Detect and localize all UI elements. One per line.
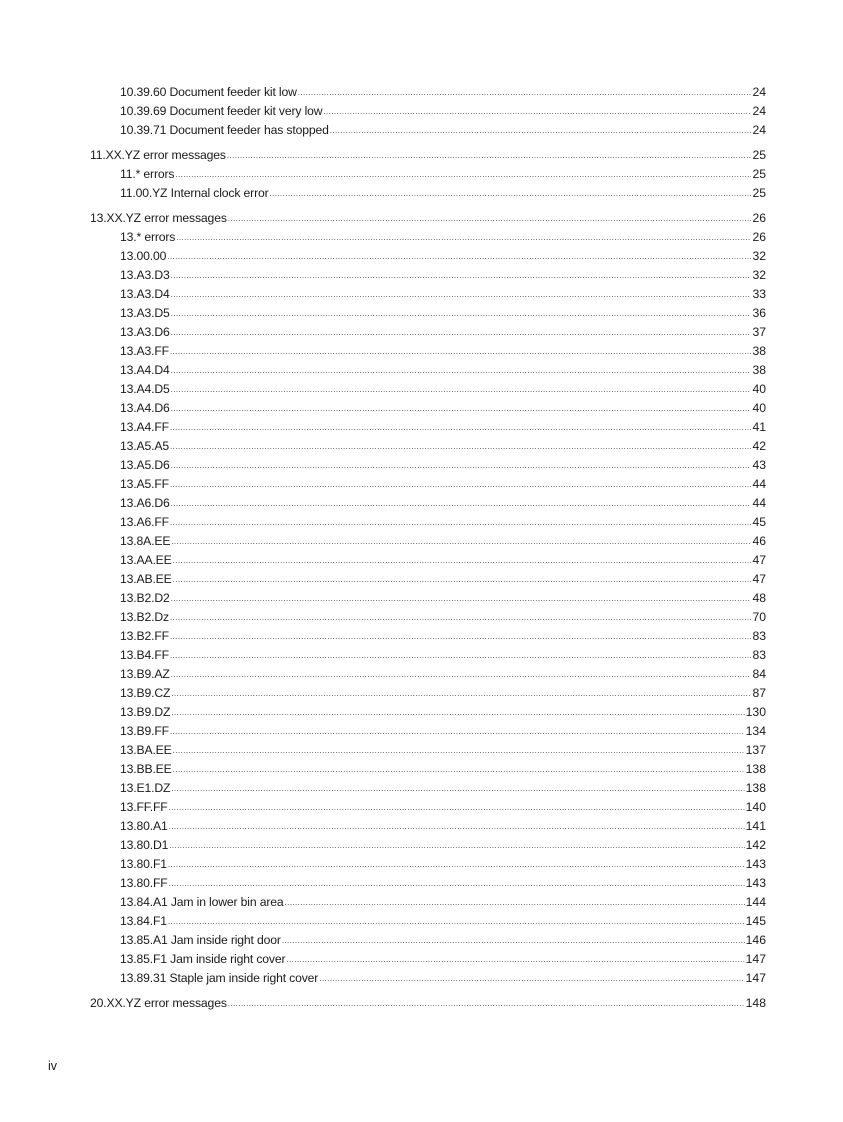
- dot-leader: [282, 930, 745, 950]
- toc-entry-page: 26: [752, 211, 766, 225]
- toc-entry-title: 13.80.F1: [120, 857, 167, 871]
- dot-leader: [171, 588, 752, 608]
- toc-entry[interactable]: [90, 513, 766, 532]
- dot-leader: [298, 82, 752, 102]
- toc-entry-page: 32: [752, 268, 766, 282]
- toc-entry-title: 13.85.A1 Jam inside right door: [120, 933, 281, 947]
- dot-leader: [170, 607, 752, 627]
- dot-leader: [169, 835, 744, 855]
- dot-leader: [168, 854, 745, 874]
- toc-entry[interactable]: [90, 874, 766, 893]
- toc-entry-title: 13.AA.EE: [120, 553, 172, 567]
- toc-entry-page: 147: [745, 952, 766, 966]
- toc-entry-page: 26: [752, 230, 766, 244]
- toc-entry[interactable]: [90, 342, 766, 361]
- toc-section-entry[interactable]: [90, 209, 766, 228]
- toc-entry[interactable]: [90, 836, 766, 855]
- toc-entry-title: 11.XX.YZ error messages: [90, 148, 226, 162]
- dot-leader: [286, 949, 744, 969]
- toc-entry-title: 10.39.71 Document feeder has stopped: [120, 123, 329, 137]
- toc-entry[interactable]: [90, 285, 766, 304]
- toc-entry[interactable]: [90, 184, 766, 203]
- dot-leader: [171, 531, 751, 551]
- toc-entry-page: 70: [752, 610, 766, 624]
- toc-entry-title: 13.80.D1: [120, 838, 169, 852]
- toc-entry[interactable]: [90, 165, 766, 184]
- dot-leader: [169, 873, 745, 893]
- toc-entry[interactable]: [90, 456, 766, 475]
- dot-leader: [330, 120, 752, 140]
- toc-entry-page: 25: [752, 186, 766, 200]
- dot-leader: [170, 626, 752, 646]
- dot-leader: [171, 683, 751, 703]
- dot-leader: [168, 911, 745, 931]
- toc-entry[interactable]: [90, 304, 766, 323]
- dot-leader: [171, 664, 752, 684]
- toc-entry-title: 10.39.69 Document feeder kit very low: [120, 104, 323, 118]
- toc-entry-title: 13.* errors: [120, 230, 176, 244]
- toc-entry-title: 11.* errors: [120, 167, 175, 181]
- toc-entry-page: 83: [752, 629, 766, 643]
- dot-leader: [171, 360, 752, 380]
- toc-entry[interactable]: [90, 665, 766, 684]
- toc-entry-title: 13.00.00: [120, 249, 167, 263]
- dot-leader: [228, 208, 752, 228]
- dot-leader: [170, 341, 752, 361]
- dot-leader: [170, 512, 752, 532]
- toc-entry[interactable]: [90, 741, 766, 760]
- toc-entry-page: 138: [745, 781, 766, 795]
- toc-entry-title: 13.A4.FF: [120, 420, 169, 434]
- dot-leader: [170, 645, 752, 665]
- toc-entry[interactable]: [90, 121, 766, 140]
- toc-entry-title: 13.80.FF: [120, 876, 168, 890]
- dot-leader: [171, 303, 752, 323]
- toc-entry-page: 38: [752, 363, 766, 377]
- toc-entry[interactable]: [90, 912, 766, 931]
- dot-leader: [171, 379, 752, 399]
- toc-entry-title: 13.A3.D5: [120, 306, 170, 320]
- toc-entry-page: 142: [745, 838, 766, 852]
- toc-entry-page: 40: [752, 382, 766, 396]
- toc-entry-title: 13.84.F1: [120, 914, 167, 928]
- toc-entry-page: 42: [752, 439, 766, 453]
- toc-entry-page: 87: [752, 686, 766, 700]
- toc-entry[interactable]: [90, 532, 766, 551]
- toc-entry-page: 138: [745, 762, 766, 776]
- toc-entry[interactable]: [90, 475, 766, 494]
- dot-leader: [171, 284, 752, 304]
- toc-entry-page: 32: [752, 249, 766, 263]
- toc-section-entry[interactable]: [90, 146, 766, 165]
- toc-entry-title: 13.A6.D6: [120, 496, 170, 510]
- toc-entry-page: 46: [752, 534, 766, 548]
- dot-leader: [323, 101, 751, 121]
- toc-entry[interactable]: [90, 703, 766, 722]
- toc-entry-page: 143: [745, 876, 766, 890]
- toc-entry-title: 13.B9.DZ: [120, 705, 171, 719]
- dot-leader: [170, 474, 752, 494]
- toc-entry-page: 144: [745, 895, 766, 909]
- toc-entry-title: 13.A4.D6: [120, 401, 170, 415]
- toc-entry-title: 13.89.31 Staple jam inside right cover: [120, 971, 319, 985]
- toc-entry-title: 13.80.A1: [120, 819, 168, 833]
- toc-entry[interactable]: [90, 969, 766, 988]
- toc-entry-page: 41: [752, 420, 766, 434]
- dot-leader: [227, 145, 752, 165]
- toc-entry[interactable]: [90, 950, 766, 969]
- toc-entry-page: 134: [745, 724, 766, 738]
- toc-entry[interactable]: [90, 817, 766, 836]
- toc-entry-page: 84: [752, 667, 766, 681]
- toc-entry-page: 40: [752, 401, 766, 415]
- toc-entry[interactable]: [90, 779, 766, 798]
- dot-leader: [171, 265, 752, 285]
- dot-leader: [167, 246, 751, 266]
- dot-leader: [173, 759, 745, 779]
- dot-leader: [171, 702, 744, 722]
- toc-entry-title: 13.85.F1 Jam inside right cover: [120, 952, 286, 966]
- toc-entry-title: 13.B2.D2: [120, 591, 170, 605]
- dot-leader: [171, 398, 752, 418]
- toc-entry-title: 13.B2.FF: [120, 629, 169, 643]
- toc-entry-page: 148: [745, 996, 766, 1010]
- dot-leader: [175, 164, 751, 184]
- dot-leader: [228, 993, 745, 1013]
- toc-entry[interactable]: [90, 266, 766, 285]
- toc-entry-title: 13.8A.EE: [120, 534, 171, 548]
- toc-entry[interactable]: [90, 361, 766, 380]
- toc-entry-title: 13.A4.D4: [120, 363, 170, 377]
- dot-leader: [171, 455, 752, 475]
- toc-entry[interactable]: [90, 247, 766, 266]
- toc-entry-title: 13.84.A1 Jam in lower bin area: [120, 895, 284, 909]
- toc-entry-page: 38: [752, 344, 766, 358]
- dot-leader: [173, 740, 745, 760]
- toc-entry[interactable]: [90, 798, 766, 817]
- toc-entry-title: 13.A5.FF: [120, 477, 169, 491]
- toc-entry[interactable]: [90, 551, 766, 570]
- dot-leader: [319, 968, 744, 988]
- toc-entry-page: 33: [752, 287, 766, 301]
- toc-entry-page: 147: [745, 971, 766, 985]
- toc-entry-page: 24: [752, 104, 766, 118]
- toc-entry[interactable]: [90, 722, 766, 741]
- dot-leader: [173, 569, 752, 589]
- toc-entry-title: 13.A3.FF: [120, 344, 169, 358]
- toc-entry-page: 37: [752, 325, 766, 339]
- toc-entry[interactable]: [90, 228, 766, 247]
- toc-entry-page: 83: [752, 648, 766, 662]
- dot-leader: [176, 227, 751, 247]
- toc-entry-title: 13.B2.Dz: [120, 610, 169, 624]
- toc-entry-page: 47: [752, 572, 766, 586]
- dot-leader: [170, 721, 745, 741]
- toc-entry-title: 13.BA.EE: [120, 743, 172, 757]
- toc-entry[interactable]: [90, 494, 766, 513]
- toc-entry-title: 13.BB.EE: [120, 762, 172, 776]
- toc-entry-page: 44: [752, 477, 766, 491]
- dot-leader: [270, 183, 752, 203]
- toc-entry-page: 43: [752, 458, 766, 472]
- toc-entry[interactable]: [90, 627, 766, 646]
- toc-entry[interactable]: [90, 589, 766, 608]
- toc-entry-title: 13.B9.FF: [120, 724, 169, 738]
- toc-entry[interactable]: [90, 760, 766, 779]
- toc-entry-title: 13.A3.D6: [120, 325, 170, 339]
- page-number: iv: [48, 1059, 58, 1073]
- toc-entry-title: 13.A5.A5: [120, 439, 169, 453]
- toc-entry[interactable]: [90, 437, 766, 456]
- toc-entry-page: 47: [752, 553, 766, 567]
- toc-entry[interactable]: [90, 380, 766, 399]
- toc-entry-page: 137: [745, 743, 766, 757]
- toc-entry-title: 13.FF.FF: [120, 800, 168, 814]
- table-of-contents: [90, 83, 766, 1013]
- toc-entry[interactable]: [90, 608, 766, 627]
- toc-entry-page: 130: [745, 705, 766, 719]
- toc-entry-title: 13.B9.AZ: [120, 667, 170, 681]
- dot-leader: [170, 436, 751, 456]
- dot-leader: [173, 550, 752, 570]
- toc-entry-page: 145: [745, 914, 766, 928]
- dot-leader: [169, 797, 745, 817]
- toc-section-entry[interactable]: [90, 994, 766, 1013]
- toc-entry-title: 13.A5.D6: [120, 458, 170, 472]
- toc-entry-title: 13.A4.D5: [120, 382, 170, 396]
- toc-entry-title: 13.A6.FF: [120, 515, 169, 529]
- toc-entry-title: 13.AB.EE: [120, 572, 172, 586]
- dot-leader: [285, 892, 745, 912]
- toc-entry[interactable]: [90, 418, 766, 437]
- toc-entry-title: 13.B4.FF: [120, 648, 169, 662]
- toc-entry-title: 13.E1.DZ: [120, 781, 171, 795]
- toc-entry-page: 140: [745, 800, 766, 814]
- dot-leader: [171, 778, 744, 798]
- toc-entry[interactable]: [90, 323, 766, 342]
- dot-leader: [169, 816, 745, 836]
- dot-leader: [171, 322, 752, 342]
- toc-entry[interactable]: [90, 855, 766, 874]
- toc-entry-page: 24: [752, 123, 766, 137]
- toc-entry[interactable]: [90, 399, 766, 418]
- toc-entry-page: 44: [752, 496, 766, 510]
- toc-entry-page: 143: [745, 857, 766, 871]
- toc-entry-title: 13.A3.D3: [120, 268, 170, 282]
- toc-entry[interactable]: [90, 83, 766, 102]
- toc-entry-title: 13.A3.D4: [120, 287, 170, 301]
- toc-entry-page: 45: [752, 515, 766, 529]
- toc-entry[interactable]: [90, 684, 766, 703]
- toc-entry-page: 141: [745, 819, 766, 833]
- toc-entry-page: 25: [752, 167, 766, 181]
- dot-leader: [170, 417, 752, 437]
- toc-entry[interactable]: [90, 646, 766, 665]
- toc-entry-title: 20.XX.YZ error messages: [90, 996, 227, 1010]
- toc-entry[interactable]: [90, 570, 766, 589]
- toc-entry-title: 11.00.YZ Internal clock error: [120, 186, 269, 200]
- toc-entry-title: 13.XX.YZ error messages: [90, 211, 227, 225]
- toc-entry-page: 36: [752, 306, 766, 320]
- toc-entry-page: 48: [752, 591, 766, 605]
- toc-entry[interactable]: [90, 102, 766, 121]
- toc-entry-title: 10.39.60 Document feeder kit low: [120, 85, 297, 99]
- toc-entry-page: 146: [745, 933, 766, 947]
- toc-entry-title: 13.B9.CZ: [120, 686, 171, 700]
- toc-entry[interactable]: [90, 893, 766, 912]
- toc-entry-page: 25: [752, 148, 766, 162]
- toc-entry[interactable]: [90, 931, 766, 950]
- dot-leader: [171, 493, 752, 513]
- toc-entry-page: 24: [752, 85, 766, 99]
